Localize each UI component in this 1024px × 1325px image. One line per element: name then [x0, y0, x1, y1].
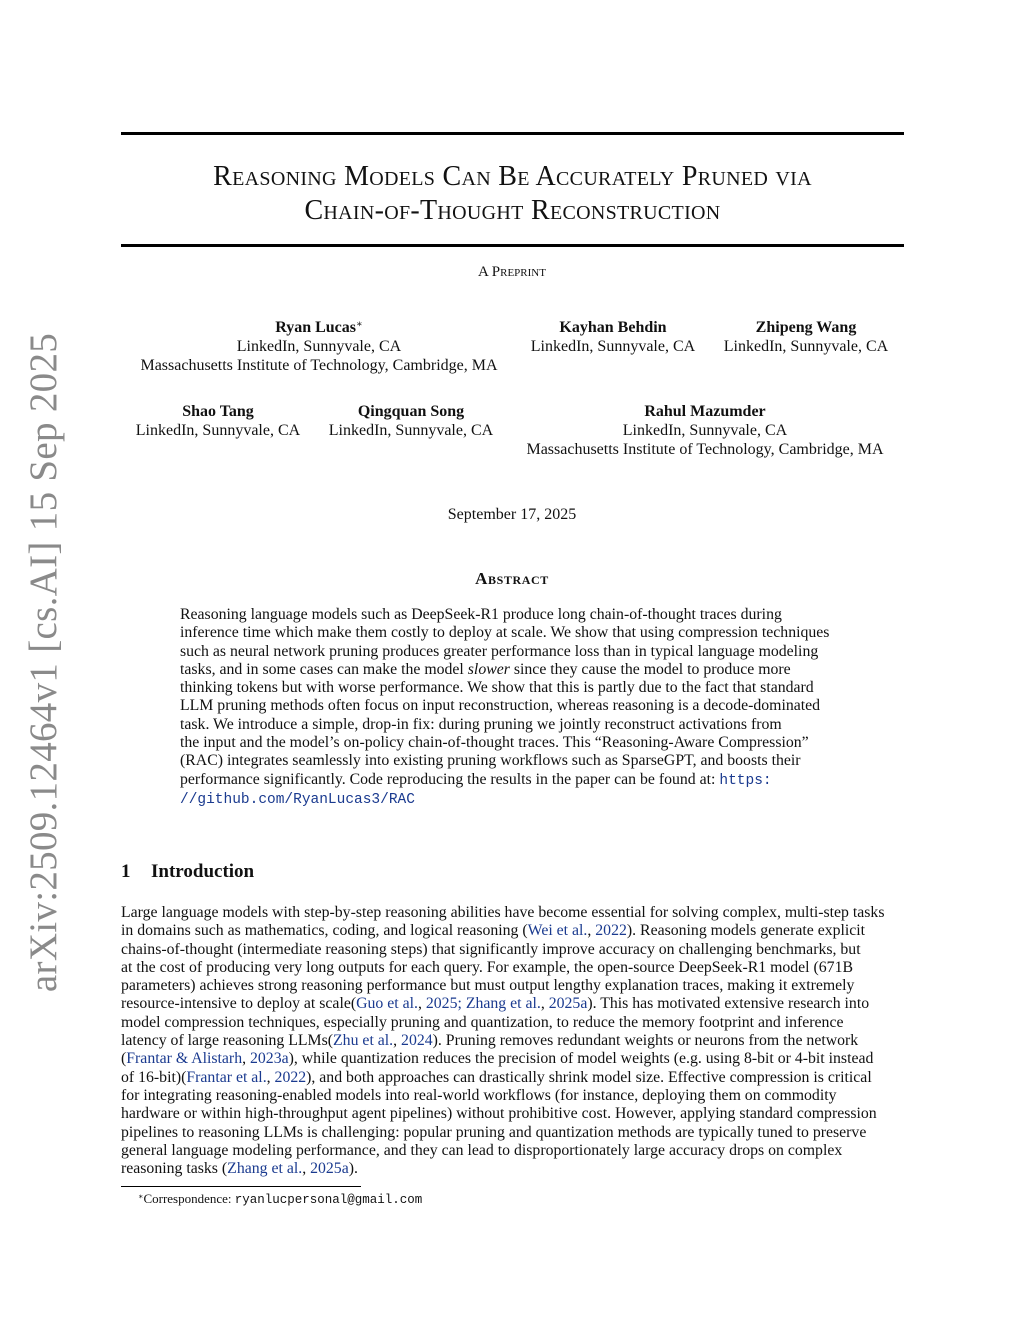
author-name: Shao Tang	[182, 403, 254, 420]
abstract-line	[180, 771, 846, 790]
intro-text: ,	[242, 1050, 250, 1068]
intro-text: ).	[348, 1160, 358, 1178]
abstract-text: performance significantly. Code reproducing the results in the paper can be found at:	[180, 770, 716, 788]
author-block	[523, 318, 703, 356]
author-name: Zhipeng Wang	[755, 319, 857, 336]
abstract-line: thinking tokens but with worse performance. We show that this is partly due to the fact that standard	[180, 679, 814, 697]
citation-link[interactable]: Frantar & Alistarh	[126, 1050, 243, 1068]
intro-text: resource-intensive to deploy at scale(	[121, 995, 357, 1013]
intro-text: ), and both approaches can drastically shrink model size. Effective compression is critical	[306, 1068, 872, 1086]
citation-link[interactable]: Wei et al.	[527, 922, 588, 940]
intro-text: Large language models with step-by-step reasoning abilities have become essential for solving complex, multi-step tasks	[121, 904, 885, 921]
publication-date: September 17, 2025	[447, 506, 577, 523]
author-affiliation: LinkedIn, Sunnyvale, CA	[236, 338, 402, 355]
intro-text: ,	[266, 1068, 275, 1086]
author-affiliation: LinkedIn, Sunnyvale, CA	[135, 422, 301, 439]
intro-text: ,	[302, 1160, 311, 1178]
intro-line	[121, 995, 904, 1013]
intro-line	[121, 1032, 904, 1050]
intro-text: ,	[417, 995, 426, 1013]
section-heading	[121, 861, 254, 883]
author-affiliation: LinkedIn, Sunnyvale, CA	[530, 338, 696, 355]
intro-line	[121, 1069, 904, 1087]
abstract-text: since they cause the model to produce more	[513, 660, 791, 678]
footnote-mark: ∗	[138, 1192, 144, 1201]
intro-line	[121, 977, 904, 995]
author-block	[133, 318, 505, 375]
intro-line	[121, 922, 904, 940]
intro-line	[121, 941, 904, 959]
intro-text: hardware or within high-throughput agent pipelines) without prohibitive cost. However, applying standard compression	[121, 1105, 877, 1123]
intro-line	[121, 1105, 904, 1123]
intro-text: in domains such as mathematics, coding, and logical reasoning (	[121, 922, 528, 940]
intro-line	[121, 959, 904, 977]
abstract-line	[180, 790, 846, 809]
code-link[interactable]: https:	[719, 772, 772, 789]
intro-text: ,	[587, 922, 596, 940]
citation-link[interactable]: Zhu et al.	[333, 1032, 394, 1050]
author-affiliation: Massachusetts Institute of Technology, Cambridge, MA	[526, 441, 884, 458]
abstract-line: (RAC) integrates seamlessly into existing pruning workflows such as SparseGPT, and boosts their	[180, 752, 801, 770]
intro-line	[121, 1160, 904, 1178]
intro-line	[121, 1050, 904, 1068]
abstract-line: such as neural network pruning produces greater performance loss than in typical language modeling	[180, 642, 819, 660]
intro-line	[121, 1014, 904, 1032]
author-block	[321, 402, 501, 440]
author-name: Ryan Lucas	[275, 319, 356, 336]
intro-text: for integrating reasoning-enabled models into real-world workflows (for instance, deploying them on commodity	[121, 1086, 837, 1104]
citation-link[interactable]: Frantar et al.	[186, 1068, 267, 1086]
citation-year-link[interactable]: 2024	[401, 1032, 433, 1050]
intro-text: model compression techniques, especially pruning and quantization, to reduce the memory footprint and inference	[121, 1013, 844, 1031]
intro-text: reasoning tasks (	[121, 1160, 228, 1178]
intro-line	[121, 1124, 904, 1142]
intro-text: ,	[540, 995, 549, 1013]
author-name: Qingquan Song	[357, 403, 465, 420]
abstract-line: inference time which make them costly to deploy at scale. We show that using compression techniques	[180, 624, 830, 642]
author-block	[517, 402, 893, 459]
author-block	[716, 318, 896, 356]
author-block	[128, 402, 308, 440]
title-top-rule	[121, 132, 904, 135]
abstract-heading: Abstract	[475, 569, 549, 588]
section-title: Introduction	[151, 861, 255, 882]
footnote	[138, 1191, 422, 1207]
intro-text: at the cost of producing very long outputs for each query. For example, the open-source DeepSeek-R1 model (671B	[121, 958, 854, 976]
author-affiliation: Massachusetts Institute of Technology, Cambridge, MA	[140, 357, 498, 374]
abstract-line: LLM pruning methods often focus on input reconstruction, whereas reasoning is a decode-dominated	[180, 697, 821, 715]
abstract-line: the input and the model’s on-policy chain-of-thought traces. This “Reasoning-Aware Compression”	[180, 734, 809, 752]
author-name: Rahul Mazumder	[644, 403, 766, 420]
citation-year-link[interactable]: 2023a	[250, 1050, 289, 1068]
author-name: Kayhan Behdin	[559, 319, 667, 336]
citation-year-link[interactable]: 2022	[274, 1068, 307, 1086]
arxiv-id: arXiv:2509.12464v1 [cs.AI] 15 Sep 2025	[22, 332, 66, 992]
citation-link[interactable]: Guo et al.	[356, 995, 418, 1013]
intro-text: ). Pruning removes redundant weights or neurons from the network	[432, 1032, 859, 1050]
intro-text: ,	[393, 1032, 402, 1050]
title-line-1: Reasoning Models Can Be Accurately Pruned via	[213, 161, 812, 192]
intro-text: parameters) achieves strong reasoning performance but must output lengthy explanation traces, making it extremely	[121, 977, 855, 995]
citation-link[interactable]: Zhang et al.	[227, 1160, 303, 1178]
title-bottom-rule	[121, 244, 904, 247]
footnote-rule	[121, 1186, 361, 1187]
abstract-line: task. We introduce a simple, drop-in fix: during pruning we jointly reconstruct activations from	[180, 715, 782, 733]
intro-line	[121, 1087, 904, 1105]
citation-year-link[interactable]: 2025a	[548, 995, 588, 1013]
intro-text: chains-of-thought (intermediate reasoning steps) that significantly improve accuracy on challenging benchmarks, but	[121, 940, 861, 958]
code-link-continued[interactable]: //github.com/RyanLucas3/RAC	[180, 791, 415, 808]
intro-text: pipelines to reasoning LLMs is challenging: popular pruning and quantization methods are typically tuned to preserve	[121, 1123, 867, 1141]
intro-line	[121, 1142, 904, 1160]
intro-text: (	[121, 1050, 127, 1068]
abstract-line	[180, 661, 846, 679]
citation-year-link[interactable]: 2025a	[310, 1160, 349, 1178]
intro-text: latency of large reasoning LLMs(	[121, 1032, 334, 1050]
intro-text: ;	[457, 995, 466, 1013]
title-line-2: Chain-of-Thought Reconstruction	[304, 195, 721, 226]
abstract-line: Reasoning language models such as DeepSeek-R1 produce long chain-of-thought traces during	[180, 606, 782, 623]
footnote-label: Correspondence:	[143, 1191, 235, 1206]
section-number: 1	[121, 861, 131, 882]
author-affiliation: LinkedIn, Sunnyvale, CA	[328, 422, 494, 439]
author-affiliation: LinkedIn, Sunnyvale, CA	[723, 338, 889, 355]
author-mark: ∗	[356, 319, 363, 330]
arxiv-stamp	[6, 332, 82, 992]
citation-year-link[interactable]: 2022	[595, 922, 627, 940]
abstract-text: tasks, and in some cases can make the model	[180, 660, 464, 678]
intro-line	[121, 904, 904, 922]
paper-title	[121, 160, 904, 228]
preprint-label: A Preprint	[478, 264, 546, 280]
intro-text: ). This has motivated extensive research into	[587, 995, 870, 1013]
author-affiliation: LinkedIn, Sunnyvale, CA	[622, 422, 788, 439]
intro-text: ), while quantization reduces the precision of model weights (e.g. using 8-bit or 4-bit instead	[288, 1050, 874, 1068]
intro-text: ). Reasoning models generate explicit	[626, 922, 866, 940]
citation-link[interactable]: Zhang et al.	[465, 995, 541, 1013]
abstract-emphasis: slower	[467, 660, 510, 678]
citation-year-link[interactable]: 2025	[425, 995, 458, 1013]
intro-text: general language modeling performance, and they can lead to disproportionately large accuracy drops on complex	[121, 1141, 843, 1159]
intro-paragraph	[121, 904, 904, 1178]
correspondence-email[interactable]: ryanlucpersonal@gmail.com	[234, 1193, 423, 1207]
abstract-body	[180, 606, 846, 809]
intro-text: of 16-bit)(	[121, 1068, 187, 1086]
